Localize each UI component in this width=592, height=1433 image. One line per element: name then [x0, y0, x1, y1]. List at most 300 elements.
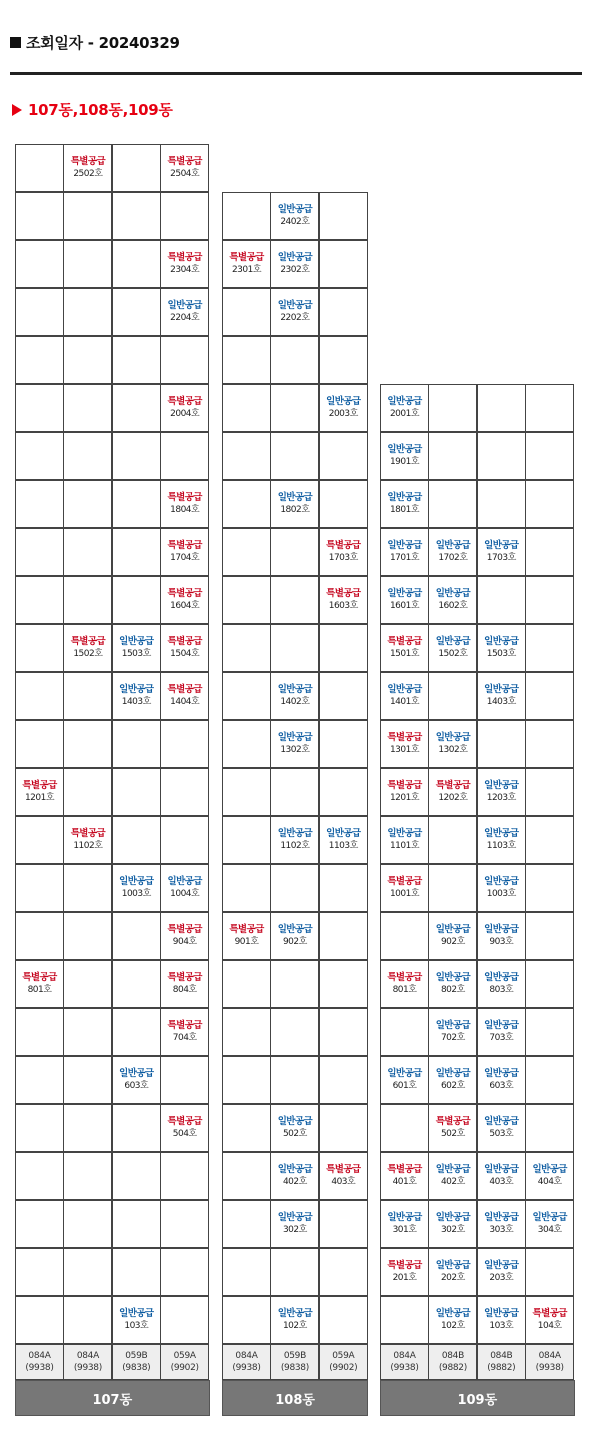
- unit-cell[interactable]: [428, 1104, 477, 1152]
- unit-number: 1502호: [438, 649, 468, 659]
- unit-number: 1704호: [170, 553, 200, 563]
- supply-type-label: 일반공급: [484, 1212, 519, 1223]
- unit-type-code: 084B: [490, 1351, 513, 1361]
- supply-type-label: 일반공급: [435, 588, 471, 599]
- unit-number: 504호: [172, 1129, 197, 1139]
- supply-type-label: 일반공급: [435, 1068, 471, 1079]
- unit-number: 1404호: [170, 697, 200, 707]
- supply-type-label: 일반공급: [484, 1068, 519, 1079]
- unit-cell[interactable]: [428, 768, 477, 816]
- empty-unit-cell: [477, 576, 526, 624]
- empty-unit-cell: [63, 960, 112, 1008]
- empty-unit-cell: [525, 1008, 574, 1056]
- supply-type-label: 일반공급: [326, 828, 361, 839]
- supply-type-label: 특별공급: [167, 924, 202, 935]
- unit-cell[interactable]: [428, 1152, 477, 1200]
- empty-unit-cell: [15, 240, 64, 288]
- supply-type-label: 특별공급: [167, 540, 202, 551]
- unit-cell[interactable]: [112, 1296, 161, 1344]
- unit-number: 602호: [440, 1081, 465, 1091]
- unit-cell[interactable]: [380, 864, 429, 912]
- unit-number: 102호: [282, 1321, 307, 1331]
- unit-cell[interactable]: [477, 1296, 526, 1344]
- supply-type-label: 일반공급: [277, 300, 313, 311]
- unit-cell[interactable]: [160, 240, 209, 288]
- triangle-bullet-icon: [12, 104, 22, 116]
- unit-cell[interactable]: [15, 768, 64, 816]
- empty-unit-cell: [319, 336, 368, 384]
- unit-cell[interactable]: [270, 672, 319, 720]
- supply-type-label: 일반공급: [387, 1068, 422, 1079]
- empty-unit-cell: [112, 1152, 161, 1200]
- supply-type-label: 일반공급: [484, 636, 519, 647]
- unit-cell[interactable]: [477, 816, 526, 864]
- supply-type-label: 일반공급: [277, 924, 313, 935]
- unit-cell[interactable]: [380, 672, 429, 720]
- unit-number: 801호: [392, 985, 417, 995]
- supply-type-label: 일반공급: [387, 828, 422, 839]
- unit-number: 2001호: [389, 409, 420, 419]
- unit-cell[interactable]: [160, 480, 209, 528]
- supply-type-label: 특별공급: [387, 1260, 422, 1271]
- empty-unit-cell: [15, 912, 64, 960]
- supply-type-label: 일반공급: [277, 684, 313, 695]
- unit-number: 1801호: [389, 505, 420, 515]
- empty-unit-cell: [63, 192, 112, 240]
- unit-type-count: (9938): [25, 1363, 54, 1373]
- empty-unit-cell: [525, 768, 574, 816]
- unit-cell[interactable]: [160, 960, 209, 1008]
- unit-number: 2504호: [170, 169, 200, 179]
- empty-unit-cell: [319, 240, 368, 288]
- unit-cell[interactable]: [270, 1200, 319, 1248]
- empty-unit-cell: [160, 1296, 209, 1344]
- unit-cell[interactable]: [477, 768, 526, 816]
- unit-cell[interactable]: [160, 1104, 209, 1152]
- unit-cell[interactable]: [428, 720, 477, 768]
- unit-number: 1202호: [438, 793, 468, 803]
- unit-cell[interactable]: [319, 384, 368, 432]
- unit-number: 2204호: [170, 313, 200, 323]
- empty-unit-cell: [319, 720, 368, 768]
- unit-number: 2402호: [280, 217, 310, 227]
- empty-unit-cell: [270, 960, 319, 1008]
- empty-unit-cell: [319, 192, 368, 240]
- unit-cell[interactable]: [477, 1008, 526, 1056]
- empty-unit-cell: [380, 1296, 429, 1344]
- unit-number: 1102호: [73, 841, 103, 851]
- supply-type-label: 특별공급: [229, 252, 264, 263]
- unit-cell[interactable]: [112, 1056, 161, 1104]
- building-name-footer: 108동: [222, 1380, 368, 1416]
- unit-cell[interactable]: [477, 624, 526, 672]
- unit-number: 2003호: [328, 409, 358, 419]
- empty-unit-cell: [477, 480, 526, 528]
- unit-number: 503호: [489, 1129, 514, 1139]
- empty-unit-cell: [15, 1296, 64, 1344]
- unit-cell[interactable]: [160, 1008, 209, 1056]
- unit-type-count: (9938): [73, 1363, 102, 1373]
- unit-cell[interactable]: [270, 1104, 319, 1152]
- supply-type-label: 특별공급: [167, 684, 202, 695]
- supply-type-label: 일반공급: [435, 1260, 471, 1271]
- unit-cell[interactable]: [380, 432, 429, 480]
- supply-type-label: 일반공급: [435, 636, 471, 647]
- unit-cell[interactable]: [477, 1200, 526, 1248]
- empty-unit-cell: [15, 624, 64, 672]
- unit-number: 1601호: [389, 601, 420, 611]
- unit-type-code: 059A: [173, 1351, 196, 1361]
- unit-cell[interactable]: [160, 528, 209, 576]
- empty-unit-cell: [63, 1152, 112, 1200]
- supply-type-label: 일반공급: [119, 684, 154, 695]
- empty-unit-cell: [428, 432, 477, 480]
- empty-unit-cell: [63, 288, 112, 336]
- empty-unit-cell: [222, 672, 271, 720]
- unit-number: 102호: [440, 1321, 465, 1331]
- unit-cell[interactable]: [477, 1152, 526, 1200]
- unit-cell[interactable]: [160, 624, 209, 672]
- unit-cell[interactable]: [270, 1152, 319, 1200]
- empty-unit-cell: [112, 480, 161, 528]
- unit-type-count: (9838): [280, 1363, 309, 1373]
- unit-type-cell: [160, 1344, 209, 1380]
- supply-type-label: 특별공급: [167, 1020, 202, 1031]
- unit-cell[interactable]: [319, 576, 368, 624]
- unit-cell[interactable]: [477, 672, 526, 720]
- supply-type-label: 특별공급: [387, 732, 422, 743]
- unit-type-count: (9938): [232, 1363, 261, 1373]
- unit-cell[interactable]: [380, 528, 429, 576]
- supply-type-label: 일반공급: [387, 492, 422, 503]
- empty-unit-cell: [380, 1104, 429, 1152]
- unit-cell[interactable]: [428, 624, 477, 672]
- unit-type-code: 084B: [441, 1351, 464, 1361]
- unit-cell[interactable]: [428, 528, 477, 576]
- unit-cell[interactable]: [525, 1296, 574, 1344]
- unit-cell[interactable]: [112, 672, 161, 720]
- unit-cell[interactable]: [477, 960, 526, 1008]
- unit-cell[interactable]: [222, 912, 271, 960]
- unit-type-code: 059A: [332, 1351, 355, 1361]
- unit-number: 403호: [489, 1177, 514, 1187]
- unit-cell[interactable]: [477, 1104, 526, 1152]
- supply-type-label: 특별공급: [326, 588, 361, 599]
- unit-number: 1103호: [328, 841, 358, 851]
- unit-number: 1003호: [121, 889, 151, 899]
- unit-number: 1402호: [280, 697, 310, 707]
- unit-number: 2202호: [280, 313, 310, 323]
- supply-type-label: 일반공급: [484, 924, 519, 935]
- unit-number: 703호: [489, 1033, 514, 1043]
- unit-cell[interactable]: [428, 912, 477, 960]
- empty-unit-cell: [63, 1200, 112, 1248]
- unit-cell[interactable]: [160, 576, 209, 624]
- empty-unit-cell: [112, 912, 161, 960]
- unit-cell[interactable]: [160, 912, 209, 960]
- supply-type-label: 일반공급: [484, 1308, 519, 1319]
- unit-cell[interactable]: [160, 864, 209, 912]
- empty-unit-cell: [63, 1104, 112, 1152]
- unit-number: 902호: [440, 937, 465, 947]
- empty-unit-cell: [15, 288, 64, 336]
- unit-cell[interactable]: [380, 1248, 429, 1296]
- header-separator: -: [87, 34, 94, 52]
- unit-cell[interactable]: [63, 624, 112, 672]
- unit-number: 403호: [331, 1177, 356, 1187]
- unit-cell[interactable]: [477, 528, 526, 576]
- unit-cell[interactable]: [15, 960, 64, 1008]
- empty-unit-cell: [160, 192, 209, 240]
- unit-cell[interactable]: [380, 768, 429, 816]
- unit-cell[interactable]: [319, 528, 368, 576]
- unit-cell[interactable]: [160, 672, 209, 720]
- unit-number: 303호: [489, 1225, 514, 1235]
- empty-unit-cell: [222, 768, 271, 816]
- inquiry-date-header: [10, 32, 180, 53]
- unit-number: 1602호: [438, 601, 468, 611]
- empty-unit-cell: [270, 864, 319, 912]
- supply-type-label: 일반공급: [484, 540, 519, 551]
- unit-type-code: 084A: [28, 1351, 51, 1361]
- empty-unit-cell: [270, 336, 319, 384]
- empty-unit-cell: [525, 960, 574, 1008]
- unit-number: 1802호: [280, 505, 310, 515]
- unit-type-cell: [270, 1344, 319, 1380]
- empty-unit-cell: [319, 480, 368, 528]
- unit-cell[interactable]: [380, 384, 429, 432]
- empty-unit-cell: [15, 864, 64, 912]
- building-name-footer: 109동: [380, 1380, 575, 1416]
- empty-unit-cell: [222, 1152, 271, 1200]
- empty-unit-cell: [15, 528, 64, 576]
- unit-cell[interactable]: [428, 1008, 477, 1056]
- supply-type-label: 특별공급: [532, 1308, 567, 1319]
- supply-type-label: 일반공급: [387, 444, 422, 455]
- unit-cell[interactable]: [380, 1200, 429, 1248]
- unit-type-cell: [477, 1344, 526, 1380]
- empty-unit-cell: [63, 912, 112, 960]
- unit-cell[interactable]: [160, 384, 209, 432]
- supply-type-label: 일반공급: [277, 1164, 313, 1175]
- unit-number: 901호: [234, 937, 259, 947]
- empty-unit-cell: [63, 864, 112, 912]
- supply-type-label: 일반공급: [484, 1116, 519, 1127]
- unit-cell[interactable]: [112, 864, 161, 912]
- empty-unit-cell: [222, 864, 271, 912]
- supply-type-label: 특별공급: [435, 1116, 471, 1127]
- unit-number: 2301호: [231, 265, 262, 275]
- unit-cell[interactable]: [380, 1152, 429, 1200]
- unit-cell[interactable]: [380, 624, 429, 672]
- empty-unit-cell: [222, 1296, 271, 1344]
- unit-type-cell: [63, 1344, 112, 1380]
- supply-type-label: 일반공급: [435, 1212, 471, 1223]
- unit-number: 1403호: [486, 697, 516, 707]
- unit-cell[interactable]: [222, 240, 271, 288]
- empty-unit-cell: [112, 1248, 161, 1296]
- unit-cell[interactable]: [428, 1296, 477, 1344]
- supply-type-label: 일반공급: [484, 684, 519, 695]
- supply-type-label: 일반공급: [326, 396, 361, 407]
- unit-cell[interactable]: [380, 816, 429, 864]
- unit-number: 1103호: [486, 841, 516, 851]
- unit-type-cell: [525, 1344, 574, 1380]
- empty-unit-cell: [15, 1008, 64, 1056]
- empty-unit-cell: [222, 1008, 271, 1056]
- unit-type-code: 059B: [283, 1351, 306, 1361]
- unit-number: 103호: [124, 1321, 149, 1331]
- empty-unit-cell: [319, 864, 368, 912]
- unit-type-code: 084A: [76, 1351, 99, 1361]
- unit-number: 502호: [282, 1129, 307, 1139]
- supply-type-label: 특별공급: [326, 1164, 361, 1175]
- unit-number: 803호: [489, 985, 514, 995]
- empty-unit-cell: [63, 480, 112, 528]
- unit-number: 1503호: [121, 649, 151, 659]
- unit-cell[interactable]: [270, 912, 319, 960]
- empty-unit-cell: [112, 528, 161, 576]
- supply-type-label: 일반공급: [435, 1308, 471, 1319]
- unit-type-cell: [380, 1344, 429, 1380]
- unit-type-code: 084A: [393, 1351, 416, 1361]
- unit-cell[interactable]: [112, 624, 161, 672]
- unit-cell[interactable]: [160, 288, 209, 336]
- unit-cell[interactable]: [428, 1056, 477, 1104]
- empty-unit-cell: [222, 624, 271, 672]
- unit-cell[interactable]: [428, 1200, 477, 1248]
- empty-unit-cell: [63, 576, 112, 624]
- unit-cell[interactable]: [525, 1200, 574, 1248]
- empty-unit-cell: [222, 816, 271, 864]
- unit-cell[interactable]: [428, 960, 477, 1008]
- empty-unit-cell: [112, 576, 161, 624]
- empty-unit-cell: [319, 768, 368, 816]
- unit-cell[interactable]: [270, 192, 319, 240]
- unit-number: 603호: [489, 1081, 514, 1091]
- unit-number: 401호: [392, 1177, 417, 1187]
- unit-cell[interactable]: [270, 1296, 319, 1344]
- supply-type-label: 특별공급: [387, 876, 422, 887]
- supply-type-label: 일반공급: [387, 540, 422, 551]
- supply-type-label: 일반공급: [277, 828, 313, 839]
- unit-cell[interactable]: [270, 816, 319, 864]
- empty-unit-cell: [477, 384, 526, 432]
- unit-number: 1102호: [280, 841, 310, 851]
- unit-number: 802호: [440, 985, 465, 995]
- supply-type-label: 특별공급: [229, 924, 264, 935]
- unit-type-count: (9902): [329, 1363, 358, 1373]
- unit-cell[interactable]: [380, 720, 429, 768]
- unit-type-cell: [319, 1344, 368, 1380]
- empty-unit-cell: [112, 432, 161, 480]
- empty-unit-cell: [112, 336, 161, 384]
- supply-type-label: 특별공급: [70, 156, 106, 167]
- unit-cell[interactable]: [63, 816, 112, 864]
- empty-unit-cell: [112, 816, 161, 864]
- unit-number: 2302호: [280, 265, 310, 275]
- supply-type-label: 일반공급: [119, 636, 154, 647]
- empty-unit-cell: [270, 1056, 319, 1104]
- unit-cell[interactable]: [525, 1152, 574, 1200]
- supply-type-label: 특별공급: [387, 636, 422, 647]
- unit-cell[interactable]: [380, 576, 429, 624]
- unit-number: 1501호: [389, 649, 420, 659]
- unit-cell[interactable]: [270, 240, 319, 288]
- inquiry-date-label: 조회일자: [26, 34, 83, 52]
- unit-number: 1703호: [486, 553, 516, 563]
- unit-number: 1201호: [389, 793, 420, 803]
- empty-unit-cell: [160, 720, 209, 768]
- empty-unit-cell: [63, 432, 112, 480]
- supply-type-label: 일반공급: [484, 780, 519, 791]
- header-divider: [10, 72, 582, 75]
- supply-type-label: 특별공급: [167, 636, 202, 647]
- supply-type-label: 특별공급: [167, 1116, 202, 1127]
- supply-type-label: 특별공급: [387, 972, 422, 983]
- empty-unit-cell: [270, 432, 319, 480]
- supply-type-label: 특별공급: [167, 396, 202, 407]
- empty-unit-cell: [15, 192, 64, 240]
- unit-cell[interactable]: [319, 1152, 368, 1200]
- unit-number: 1604호: [170, 601, 200, 611]
- empty-unit-cell: [319, 288, 368, 336]
- empty-unit-cell: [319, 672, 368, 720]
- unit-cell[interactable]: [477, 1248, 526, 1296]
- empty-unit-cell: [270, 624, 319, 672]
- unit-cell[interactable]: [319, 816, 368, 864]
- unit-number: 104호: [537, 1321, 562, 1331]
- supply-type-label: 특별공급: [167, 588, 202, 599]
- unit-number: 202호: [440, 1273, 465, 1283]
- unit-cell[interactable]: [477, 912, 526, 960]
- empty-unit-cell: [270, 576, 319, 624]
- empty-unit-cell: [15, 144, 64, 192]
- supply-type-label: 특별공급: [435, 780, 471, 791]
- empty-unit-cell: [428, 816, 477, 864]
- unit-cell[interactable]: [380, 960, 429, 1008]
- empty-unit-cell: [525, 480, 574, 528]
- unit-cell[interactable]: [63, 144, 112, 192]
- empty-unit-cell: [222, 576, 271, 624]
- empty-unit-cell: [270, 1008, 319, 1056]
- supply-type-label: 일반공급: [435, 732, 471, 743]
- unit-cell[interactable]: [380, 480, 429, 528]
- supply-type-label: 일반공급: [277, 492, 313, 503]
- unit-cell[interactable]: [270, 720, 319, 768]
- unit-cell[interactable]: [160, 144, 209, 192]
- unit-number: 902호: [282, 937, 307, 947]
- unit-cell[interactable]: [428, 1248, 477, 1296]
- unit-number: 302호: [440, 1225, 465, 1235]
- unit-cell[interactable]: [477, 1056, 526, 1104]
- unit-cell[interactable]: [477, 864, 526, 912]
- unit-cell[interactable]: [428, 576, 477, 624]
- unit-cell[interactable]: [270, 480, 319, 528]
- unit-cell[interactable]: [270, 288, 319, 336]
- unit-cell[interactable]: [380, 1056, 429, 1104]
- empty-unit-cell: [15, 1200, 64, 1248]
- empty-unit-cell: [15, 672, 64, 720]
- unit-number: 1502호: [73, 649, 103, 659]
- empty-unit-cell: [428, 864, 477, 912]
- empty-unit-cell: [15, 384, 64, 432]
- supply-type-label: 일반공급: [435, 924, 471, 935]
- unit-number: 1301호: [389, 745, 420, 755]
- empty-unit-cell: [525, 1248, 574, 1296]
- supply-type-label: 일반공급: [484, 1260, 519, 1271]
- empty-unit-cell: [15, 480, 64, 528]
